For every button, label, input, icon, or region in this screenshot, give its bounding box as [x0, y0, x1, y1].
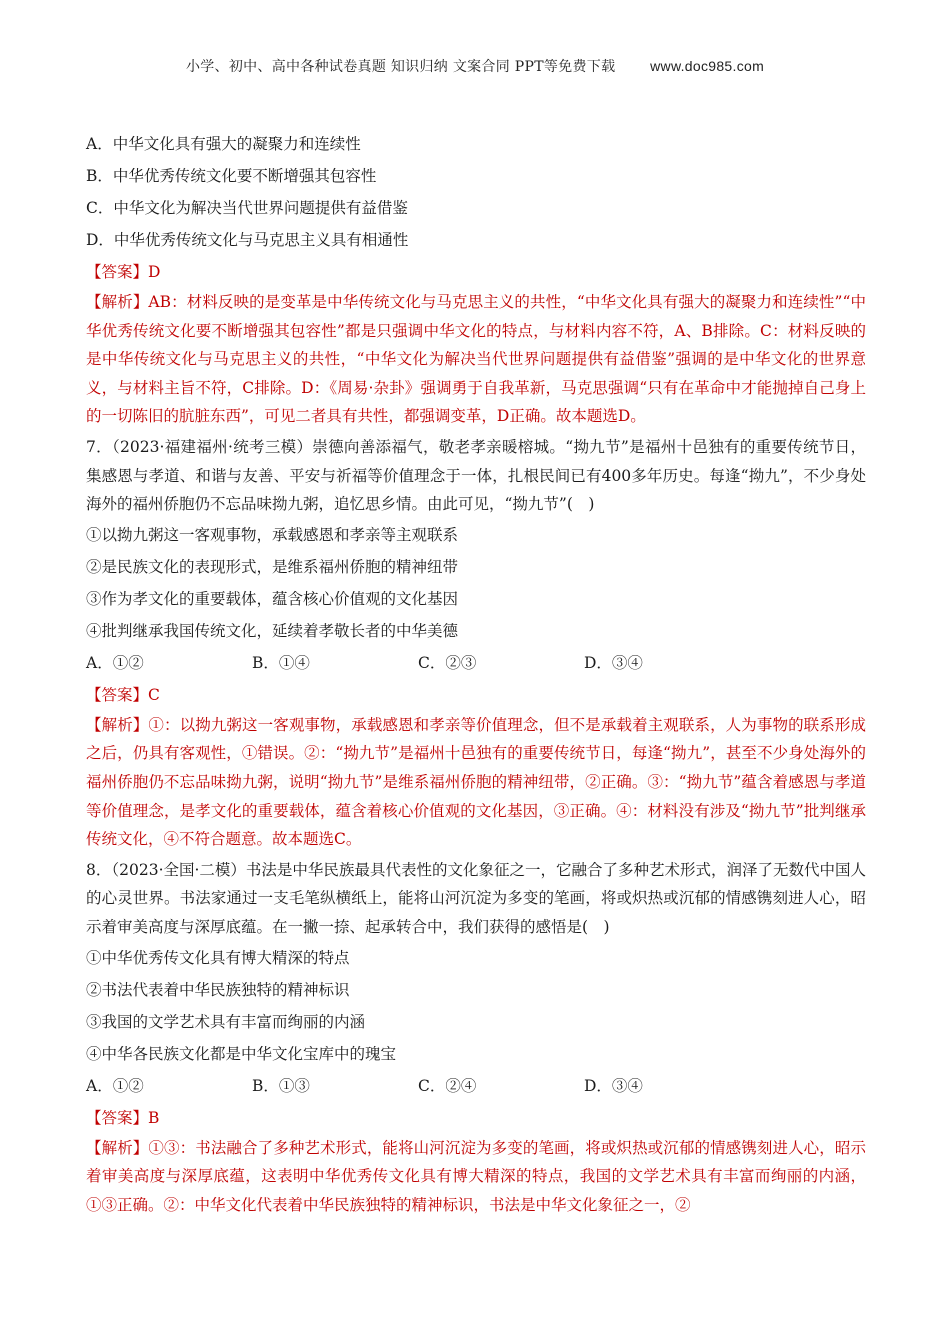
q8-item-3: ③我国的文学艺术具有丰富而绚丽的内涵 [86, 1012, 366, 1031]
q7-analysis: 【解析】①：以拗九粥这一客观事物，承载感恩和孝亲等价值理念，但不是承载着主观联系，人为事物的联系形成之后，仍具有客观性，①错误。②：“拗九节”是福州十邑独有的重要传统节日，每逢“拗九”，甚至不少身处海外的福州侨胞仍不忘品味拗九粥，说明“拗九节”是维系福州侨胞的精神纽带，②正确。③：“拗九节”蕴含着感恩与孝道等价值理念，是孝文化的重要载体，蕴含着核心价值观的文化基因，③正确。④：材料没有涉及“拗九节”批判继承传统文化，④不符合题意。故本题选C。 [86, 715, 866, 849]
q7-item-3: ③作为孝文化的重要载体，蕴含核心价值观的文化基因 [86, 589, 459, 608]
q8-option-b: B．①③ [252, 1076, 310, 1095]
q6-option-c: C．中华文化为解决当代世界问题提供有益借鉴 [86, 199, 408, 217]
q7-answer: 【答案】C [86, 685, 160, 704]
q7-option-a: A．①② [86, 653, 144, 672]
q6-option-a: A．中华文化具有强大的凝聚力和连续性 [86, 135, 361, 153]
q7-item-1: ①以拗九粥这一客观事物，承载感恩和孝亲等主观联系 [86, 525, 459, 544]
q8-stem: 8．（2023·全国·二模）书法是中华民族最具代表性的文化象征之一，它融合了多种艺术形式，润泽了无数代中国人的心灵世界。书法家通过一支毛笔纵横纸上，能将山河沉淀为多变的笔画，将或炽热或沉郁的情感镌刻进人心，昭示着审美高度与深厚底蕴。在一撇一捺、起承转合中，我们获得的感悟是( ) [86, 860, 866, 936]
q8-options [86, 1070, 866, 1102]
q6-analysis: 【解析】AB：材料反映的是变革是中华传统文化与马克思主义的共性，“中华文化具有强大的凝聚力和连续性”“中华优秀传统文化要不断增强其包容性”都是只强调中华文化的特点，与材料内容不符，A、B排除。C：材料反映的是中华传统文化与马克思主义的共性，“中华文化为解决当代世界问题提供有益借鉴”强调的是中华文化的世界意义，与材料主旨不符，C排除。D：《周易·杂卦》强调勇于自我革新，马克思强调“只有在革命中才能抛掉自己身上的一切陈旧的肮脏东西”，可见二者具有共性，都强调变革，D正确。故本题选D。 [86, 293, 866, 426]
q7-item-2: ②是民族文化的表现形式，是维系福州侨胞的精神纽带 [86, 557, 459, 576]
q8-option-d: D．③④ [584, 1076, 643, 1095]
q7-stem: 7．（2023·福建福州·统考三模）崇德向善添福气，敬老孝亲暖榕城。“拗九节”是福州十邑独有的重要传统节日，集感恩与孝道、和谐与友善、平安与祈福等价值理念于一体，扎根民间已有400多年历史。每逢“拗九”，不少身处海外的福州侨胞仍不忘品味拗九粥，追忆思乡情。由此可见，“拗九节”( ) [86, 437, 866, 514]
document-body [86, 128, 866, 1219]
q8-item-1: ①中华优秀传文化具有博大精深的特点 [86, 948, 350, 967]
q7-option-d: D．③④ [584, 653, 643, 672]
header-url[interactable]: www.doc985.com [650, 58, 765, 74]
q6-option-b: B．中华优秀传统文化要不断增强其包容性 [86, 167, 377, 185]
q8-item-4: ④中华各民族文化都是中华文化宝库中的瑰宝 [86, 1044, 397, 1063]
q8-item-2: ②书法代表着中华民族独特的精神标识 [86, 980, 350, 999]
q7-option-b: B．①④ [252, 653, 310, 672]
q7-options [86, 647, 866, 679]
question-6 [86, 128, 866, 431]
q6-option-d: D．中华优秀传统文化与马克思主义具有相通性 [86, 231, 409, 249]
q7-option-c: C．②③ [418, 653, 477, 672]
q7-item-4: ④批判继承我国传统文化，延续着孝敬长者的中华美德 [86, 621, 459, 640]
q8-option-c: C．②④ [418, 1076, 477, 1095]
q6-answer: 【答案】D [86, 263, 161, 281]
question-7 [86, 433, 866, 854]
q8-option-a: A．①② [86, 1076, 144, 1095]
page-header [0, 56, 950, 76]
q8-answer: 【答案】B [86, 1108, 160, 1127]
header-text: 小学、初中、高中各种试卷真题 知识归纳 文案合同 PPT等免费下载 [185, 59, 616, 75]
question-8 [86, 856, 866, 1220]
q8-analysis: 【解析】①③：书法融合了多种艺术形式，能将山河沉淀为多变的笔画，将或炽热或沉郁的情感镌刻进人心，昭示着审美高度与深厚底蕴，这表明中华优秀传文化具有博大精深的特点，我国的文学艺术具有丰富而绚丽的内涵，①③正确。②：中华文化代表着中华民族独特的精神标识，书法是中华文化象征之一，② [86, 1138, 866, 1214]
